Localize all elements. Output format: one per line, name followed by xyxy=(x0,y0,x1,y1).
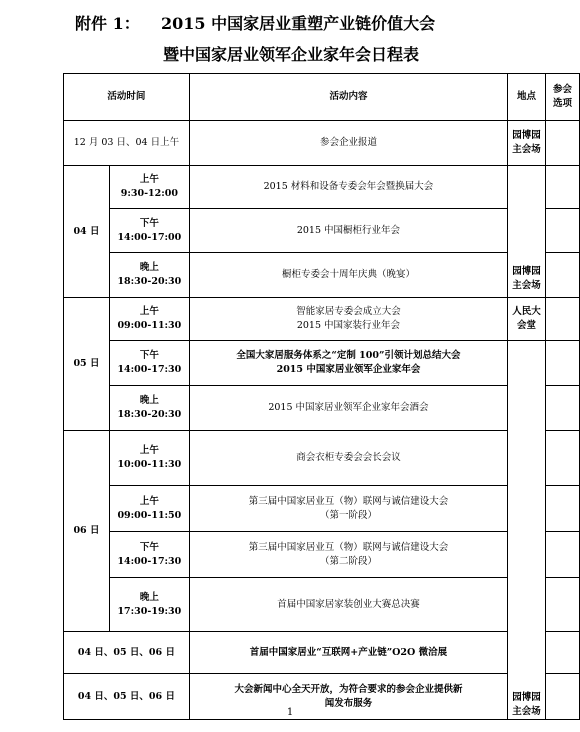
cell-04-am-time: 上午 9:30-12:00 xyxy=(109,166,189,209)
cell-date-04: 04 日 xyxy=(64,166,110,298)
table-row-05-pm xyxy=(64,341,580,386)
cell-05-am-location: 人民大 会堂 xyxy=(508,298,546,341)
cell-05-am-content: 智能家居专委会成立大会 2015 中国家装行业年会 xyxy=(189,298,507,341)
cell-date-05: 05 日 xyxy=(64,298,110,431)
attend-checkbox-05-pm[interactable] xyxy=(546,341,580,386)
table-row-04-eve xyxy=(64,253,580,298)
page-number: 1 xyxy=(286,707,294,718)
cell-05-am-time: 上午 09:00-11:30 xyxy=(109,298,189,341)
col-header-attend: 参会 选项 xyxy=(546,74,580,121)
title-line-2 xyxy=(0,43,580,67)
cell-04-eve-time: 晚上 18:30-20:30 xyxy=(109,253,189,298)
attend-checkbox-06-am2[interactable] xyxy=(546,486,580,532)
cell-06-am1-time: 上午 10:00-11:30 xyxy=(109,431,189,486)
attend-checkbox-05-am[interactable] xyxy=(546,298,580,341)
cell-04-pm-time: 下午 14:00-17:00 xyxy=(109,209,189,253)
col-header-content: 活动内容 xyxy=(189,74,507,121)
cell-06-eve-content: 首届中国家居家装创业大赛总决赛 xyxy=(189,578,507,632)
col-header-time: 活动时间 xyxy=(64,74,190,121)
cell-checkin-time: 12 月 03 日、04 日上午 xyxy=(64,121,190,166)
cell-04-eve-content: 橱柜专委会十周年庆典（晚宴） xyxy=(189,253,507,298)
cell-press-time: 04 日、05 日、06 日 xyxy=(64,674,190,720)
cell-expo-content: 首届中国家居业“互联网+产业链”O2O 微洽展 xyxy=(189,632,507,674)
table-row-06-eve xyxy=(64,578,580,632)
cell-06-pm-time: 下午 14:00-17:30 xyxy=(109,532,189,578)
table-row-06-am1 xyxy=(64,431,580,486)
cell-checkin-location: 园博园 主会场 xyxy=(508,121,546,166)
col-header-location: 地点 xyxy=(508,74,546,121)
cell-05-eve-time: 晚上 18:30-20:30 xyxy=(109,386,189,431)
cell-06-am2-content: 第三届中国家居业互（物）联网与诚信建设大会 （第一阶段） xyxy=(189,486,507,532)
cell-final-location: 园博园 主会场 xyxy=(508,341,546,720)
attend-checkbox-04-am[interactable] xyxy=(546,166,580,209)
cell-05-eve-content: 2015 中国家居业领军企业家年会酒会 xyxy=(189,386,507,431)
attend-checkbox-06-am1[interactable] xyxy=(546,431,580,486)
cell-04-pm-content: 2015 中国橱柜行业年会 xyxy=(189,209,507,253)
table-header-row xyxy=(64,74,580,121)
table-row-checkin xyxy=(64,121,580,166)
cell-04-location: 园博园 主会场 xyxy=(508,166,546,298)
table-row-expo xyxy=(64,632,580,674)
table-row-04-pm xyxy=(64,209,580,253)
cell-press-content: 大会新闻中心全天开放，为符合要求的参会企业提供新 闻发布服务 xyxy=(189,674,507,720)
title-text-2: 暨中国家居业领军企业家年会日程表 xyxy=(163,45,420,64)
table-row-06-am2 xyxy=(64,486,580,532)
cell-06-am2-time: 上午 09:00-11:50 xyxy=(109,486,189,532)
table-row-06-pm xyxy=(64,532,580,578)
title-text-1: 2015 中国家居业重塑产业链价值大会 xyxy=(161,14,436,33)
table-row-04-am xyxy=(64,166,580,209)
title-line-1 xyxy=(0,12,580,36)
attend-checkbox-05-eve[interactable] xyxy=(546,386,580,431)
attend-checkbox-checkin[interactable] xyxy=(546,121,580,166)
attend-checkbox-06-pm[interactable] xyxy=(546,532,580,578)
cell-05-pm-content: 全国大家居服务体系之“定制 100”引领计划总结大会 2015 中国家居业领军企业家年会 xyxy=(189,341,507,386)
attend-checkbox-04-pm[interactable] xyxy=(546,209,580,253)
schedule-table xyxy=(63,73,580,720)
cell-05-pm-time: 下午 14:00-17:30 xyxy=(109,341,189,386)
cell-04-am-content: 2015 材料和设备专委会年会暨换届大会 xyxy=(189,166,507,209)
attend-checkbox-expo[interactable] xyxy=(546,632,580,674)
attend-checkbox-04-eve[interactable] xyxy=(546,253,580,298)
cell-checkin-content: 参会企业报道 xyxy=(189,121,507,166)
cell-expo-time: 04 日、05 日、06 日 xyxy=(64,632,190,674)
attend-checkbox-06-eve[interactable] xyxy=(546,578,580,632)
cell-06-pm-content: 第三届中国家居业互（物）联网与诚信建设大会 （第二阶段） xyxy=(189,532,507,578)
table-row-05-eve xyxy=(64,386,580,431)
cell-date-06: 06 日 xyxy=(64,431,110,632)
attachment-label: 附件 1： xyxy=(75,14,140,33)
cell-06-am1-content: 商会衣柜专委会会长会议 xyxy=(189,431,507,486)
table-row-05-am xyxy=(64,298,580,341)
cell-06-eve-time: 晚上 17:30-19:30 xyxy=(109,578,189,632)
